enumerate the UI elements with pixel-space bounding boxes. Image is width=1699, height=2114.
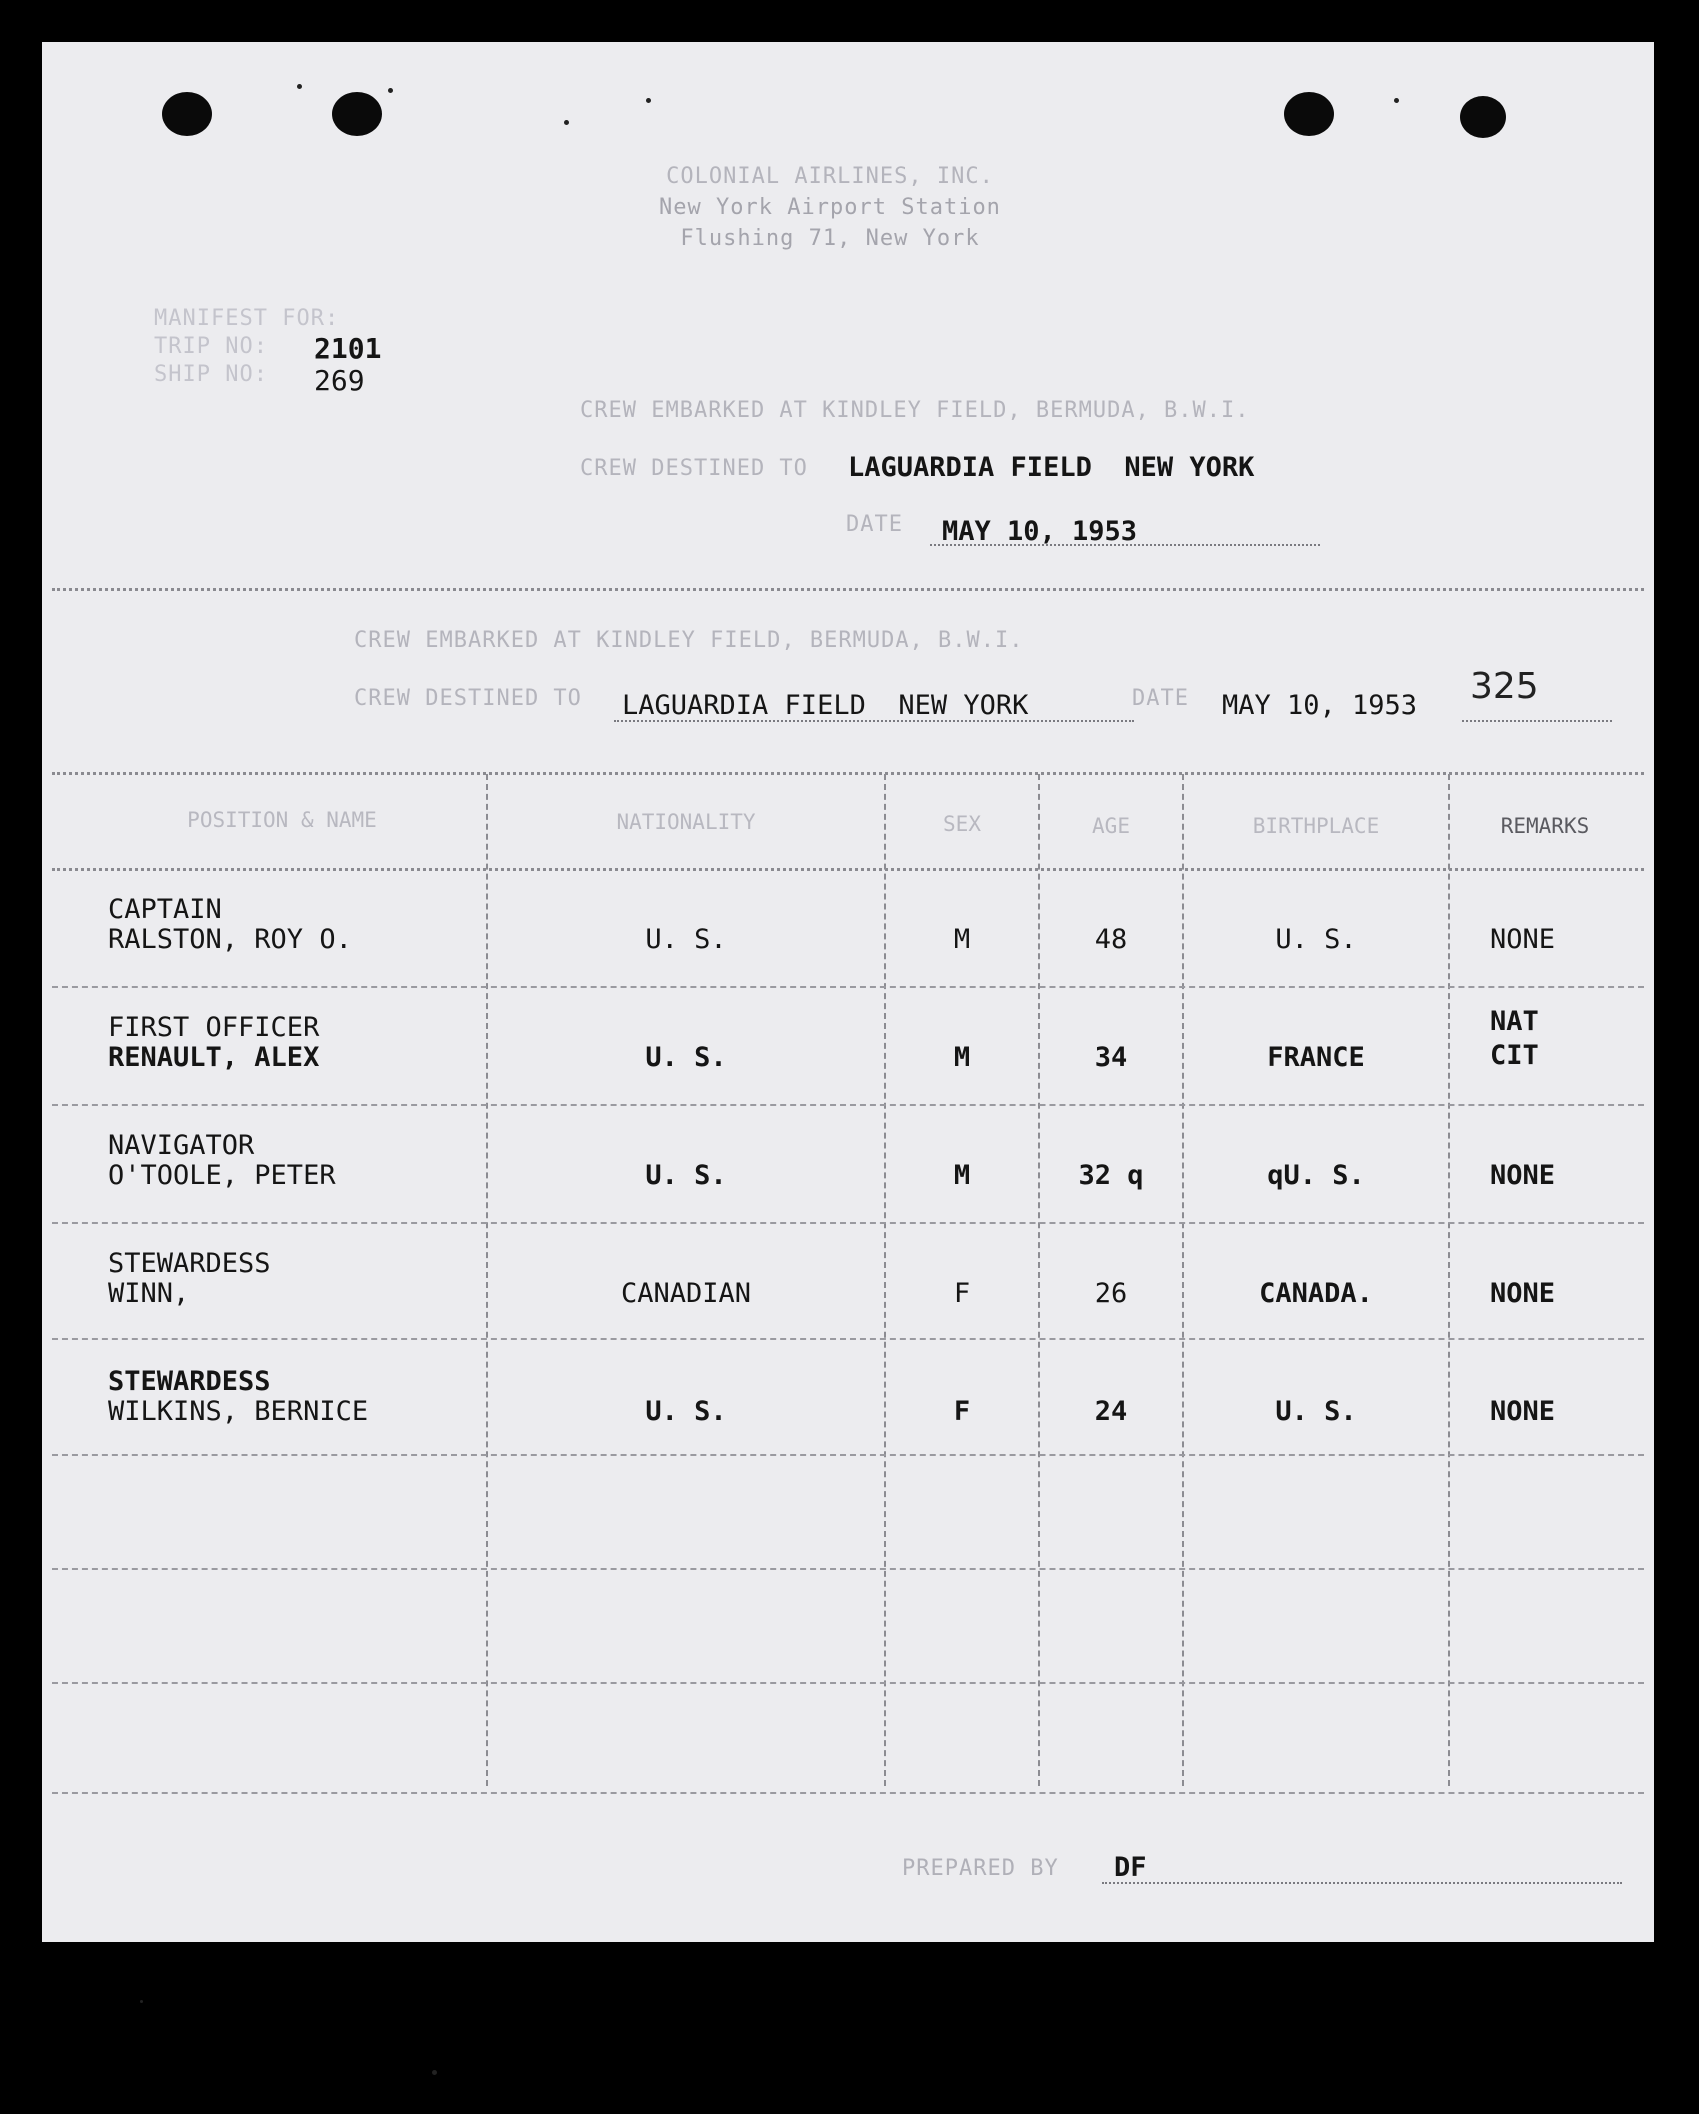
row5-remarks: NONE: [1490, 1396, 1556, 1427]
row5-birthplace: U. S.: [1275, 1396, 1357, 1427]
row4-remarks: NONE: [1490, 1278, 1556, 1309]
ship-number: 269: [314, 364, 365, 397]
row1-birthplace: U. S.: [1275, 924, 1357, 955]
header-nationality: NATIONALITY: [616, 810, 756, 834]
row-rule: [52, 1222, 1644, 1224]
row4-birthplace: CANADA.: [1259, 1278, 1373, 1309]
speck: [388, 88, 393, 93]
row-rule: [52, 1104, 1644, 1106]
row2-age: 34: [1094, 1042, 1128, 1073]
lower-destined-label: CREW DESTINED TO: [354, 686, 582, 711]
row3-sex: M: [953, 1160, 971, 1191]
row2-sex: M: [953, 1042, 971, 1073]
header-sex: SEX: [943, 812, 981, 836]
row1-remarks: NONE: [1490, 924, 1556, 955]
row-rule: [52, 1792, 1644, 1794]
row-rule: [52, 1568, 1644, 1570]
row2-position: FIRST OFFICER: [108, 1012, 320, 1043]
row4-nationality: CANADIAN: [620, 1278, 752, 1309]
punch-hole: [162, 92, 212, 136]
date-underline: [930, 544, 1320, 546]
row2-remarks: NAT: [1490, 1006, 1539, 1037]
station-location: Flushing 71, New York: [680, 226, 980, 251]
speck: [646, 98, 651, 103]
punch-hole: [332, 92, 382, 136]
prepared-underline: [1102, 1882, 1622, 1884]
upper-embarked: CREW EMBARKED AT KINDLEY FIELD, BERMUDA, B.W.I.: [580, 398, 1250, 423]
row1-nationality: U. S.: [645, 924, 727, 955]
destined-underline: [614, 720, 1134, 722]
upper-destined-label: CREW DESTINED TO: [580, 456, 808, 481]
row5-name: WILKINS, BERNICE: [108, 1396, 369, 1427]
trip-label: TRIP NO:: [154, 334, 268, 359]
row5-age: 24: [1094, 1396, 1128, 1427]
table-top-rule: [52, 772, 1644, 775]
upper-destined-value: LAGUARDIA FIELD NEW YORK: [848, 452, 1255, 483]
header-position-name: POSITION & NAME: [187, 808, 377, 832]
row5-nationality: U. S.: [645, 1396, 727, 1427]
row3-age: 32 q: [1078, 1160, 1144, 1191]
row4-age: 26: [1094, 1278, 1128, 1309]
row1-name: RALSTON, ROY O.: [108, 924, 352, 955]
row2-birthplace: FRANCE: [1267, 1042, 1365, 1073]
company-name: COLONIAL AIRLINES, INC.: [666, 164, 994, 189]
row-rule: [52, 1454, 1644, 1456]
row2-remarks-line2: CIT: [1490, 1040, 1539, 1071]
upper-date-value: MAY 10, 1953: [942, 516, 1138, 547]
section-separator: [52, 588, 1644, 591]
stamp-underline: [1462, 720, 1612, 722]
row5-sex: F: [953, 1396, 971, 1427]
speck: [564, 120, 569, 125]
speck: [140, 2000, 143, 2003]
manifest-label: MANIFEST FOR:: [154, 306, 340, 331]
stamp-number: 325: [1470, 666, 1539, 707]
header-birthplace: BIRTHPLACE: [1252, 814, 1380, 838]
punch-hole: [1460, 96, 1506, 138]
row-rule: [52, 986, 1644, 988]
speck: [1394, 98, 1399, 103]
row3-position: NAVIGATOR: [108, 1130, 255, 1161]
row2-name: RENAULT, ALEX: [108, 1042, 320, 1073]
row3-nationality: U. S.: [645, 1160, 727, 1191]
ship-label: SHIP NO:: [154, 362, 268, 387]
trip-number: 2101: [314, 332, 382, 365]
column-divider: [1448, 774, 1450, 1786]
row4-position: STEWARDESS: [108, 1248, 271, 1279]
row2-nationality: U. S.: [645, 1042, 727, 1073]
row4-sex: F: [953, 1278, 971, 1309]
prepared-by-label: PREPARED BY: [902, 1856, 1059, 1881]
row3-birthplace: qU. S.: [1267, 1160, 1365, 1191]
lower-date-label: DATE: [1132, 686, 1189, 711]
header-age: AGE: [1092, 814, 1130, 838]
row-rule: [52, 1682, 1644, 1684]
speck: [297, 84, 302, 89]
row3-name: O'TOOLE, PETER: [108, 1160, 336, 1191]
lower-date-value: MAY 10, 1953: [1222, 690, 1418, 721]
row1-sex: M: [953, 924, 971, 955]
upper-date-label: DATE: [846, 512, 903, 537]
lower-embarked: CREW EMBARKED AT KINDLEY FIELD, BERMUDA, B.W.I.: [354, 628, 1024, 653]
row5-position: STEWARDESS: [108, 1366, 271, 1397]
lower-destined-value: LAGUARDIA FIELD NEW YORK: [622, 690, 1029, 721]
speck: [432, 2070, 437, 2075]
row1-position: CAPTAIN: [108, 894, 222, 925]
header-rule: [52, 868, 1644, 871]
row3-remarks: NONE: [1490, 1160, 1556, 1191]
punch-hole: [1284, 92, 1334, 136]
station-name: New York Airport Station: [659, 195, 1001, 220]
header-remarks: REMARKS: [1500, 814, 1590, 838]
row1-age: 48: [1094, 924, 1128, 955]
row-rule: [52, 1338, 1644, 1340]
prepared-by-value: DF: [1114, 1852, 1147, 1883]
row4-name: WINN,: [108, 1278, 190, 1309]
manifest-sheet: [42, 42, 1654, 1942]
